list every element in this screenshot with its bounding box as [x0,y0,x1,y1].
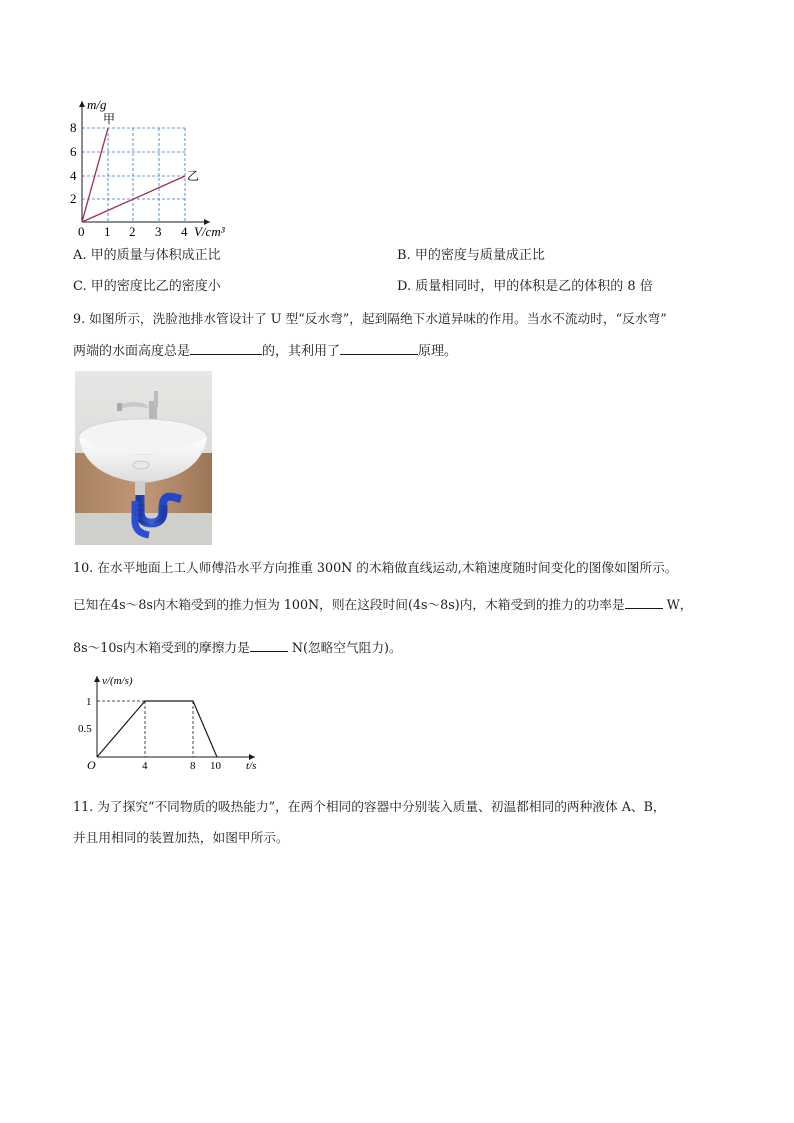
q11-line1: 11. 为了探究“不同物质的吸热能力”，在两个相同的容器中分别装入质量、初温都相同的两种液体 A、B， [73,799,666,814]
y-tick: 0.5 [78,723,92,735]
helper-lines [97,701,193,757]
x-tick: 2 [129,224,136,239]
velocity-time-graph [75,670,275,775]
x-tick: 1 [104,224,111,239]
q10-line1: 10. 在水平地面上工人师傅沿水平方向推重 300N 的木箱做直线运动,木箱速度随时间变化的图像如图所示。 [73,560,678,575]
q10-text: W， [662,597,693,612]
origin-label: O [87,758,96,772]
option-b: B. 甲的密度与质量成正比 [397,248,545,263]
x-axis-label: V/cm³ [194,224,225,239]
x-axis-label: t/s [246,760,257,772]
velocity-line [97,701,217,757]
line-yi-label: 乙 [187,169,200,183]
answer-blank[interactable] [190,340,262,355]
answer-blank[interactable] [250,637,288,652]
option-d: D. 质量相同时，甲的体积是乙的体积的 8 倍 [397,279,653,294]
sink-photo [75,371,212,545]
mass-volume-graph [60,95,245,240]
q9-text: 的，其利用了 [262,344,341,359]
x-tick: 0 [78,224,85,239]
grid [82,128,185,222]
q10-text: 8s～10s内木箱受到的摩擦力是 [73,640,250,655]
q11-line2: 并且用相同的装置加热，如图甲所示。 [73,830,289,845]
q10-line3 [73,637,402,658]
x-tick: 4 [142,760,148,772]
answer-blank[interactable] [340,340,418,355]
answer-blank[interactable] [625,594,663,609]
x-tick: 3 [155,224,162,239]
y-axis-label: m/g [87,97,107,112]
option-a: A. 甲的质量与体积成正比 [73,248,221,263]
y-tick: 4 [70,168,77,183]
y-tick: 8 [70,120,77,135]
x-tick: 10 [210,760,221,772]
q10-text: 已知在4s～8s内木箱受到的推力恒为 100N，则在这段时间(4s～8s)内，木箱受到的推力的功率是 [73,597,625,612]
y-tick: 6 [70,144,77,159]
x-tick: 8 [190,760,196,772]
q9-text: 原理。 [418,344,458,359]
q10-line2 [73,594,692,615]
y-tick: 1 [86,696,92,708]
y-axis-label: v/(m/s) [102,675,133,687]
line-jia-label: 甲 [103,112,116,126]
line-jia [82,128,108,222]
q10-text: N(忽略空气阻力)。 [287,640,402,655]
x-tick: 4 [181,224,188,239]
y-tick: 2 [70,191,77,206]
option-c: C. 甲的密度比乙的密度小 [73,279,221,294]
q9-line1: 9. 如图所示，洗脸池排水管设计了 U 型“反水弯”，起到隔绝下水道异味的作用。当水不流动时，“反水弯” [73,311,667,326]
q9-text: 两端的水面高度总是 [73,344,191,359]
q9-line2 [73,340,457,362]
